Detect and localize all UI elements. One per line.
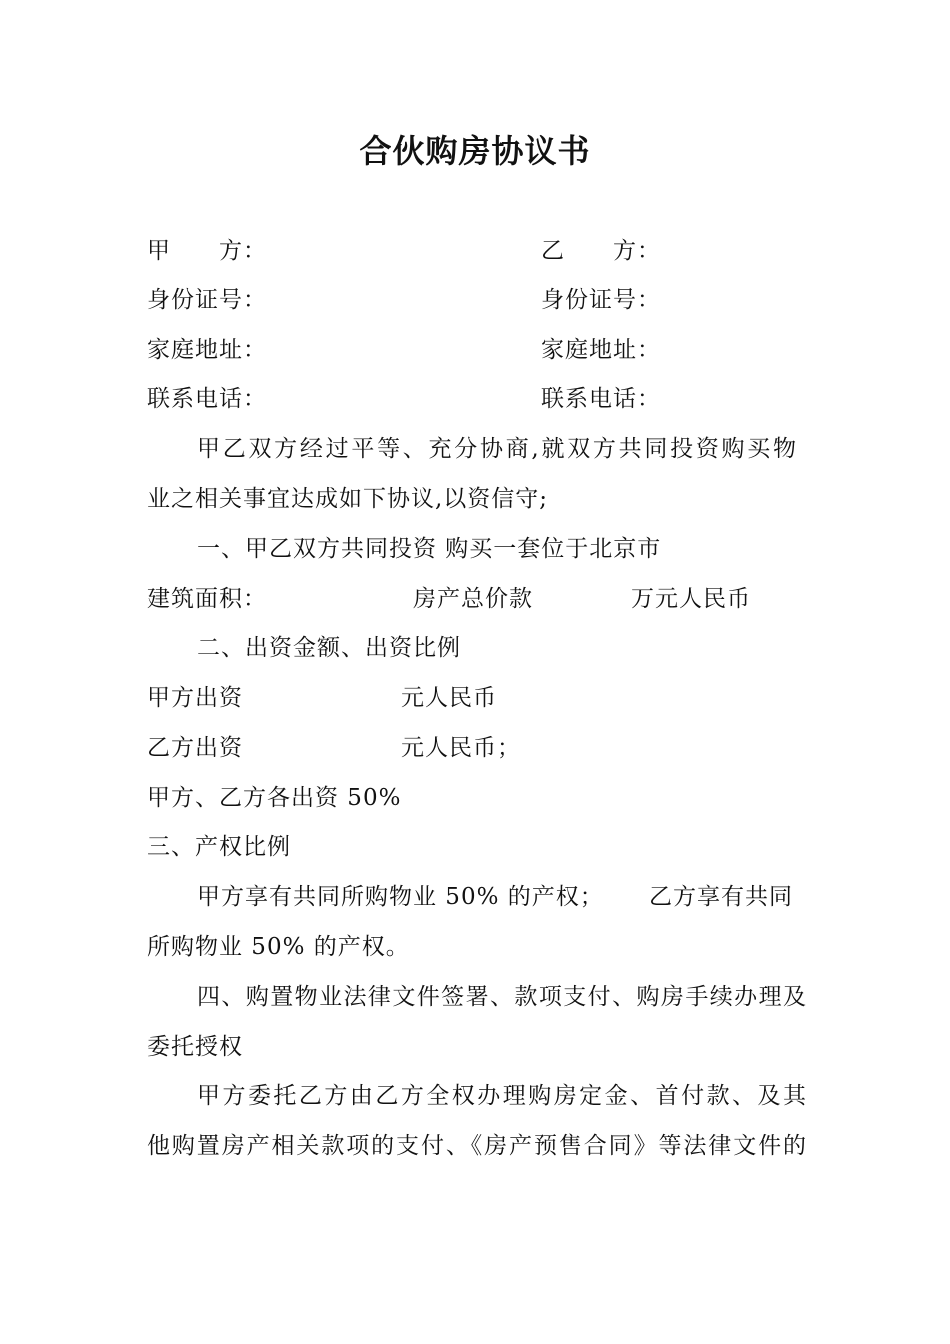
party-a-id-label: 身份证号： — [147, 287, 267, 313]
section-4-body-line-2: 他购置房产相关款项的支付、《房产预售合同》等法律文件的 — [147, 1133, 807, 1159]
party-a-name-label: 甲 方： — [147, 238, 267, 264]
party-b-address-label: 家庭地址： — [541, 337, 661, 363]
section-2-title: 二、出资金额、出资比例 — [197, 635, 461, 661]
section-3-line-1b: 乙方享有共同 — [649, 884, 793, 910]
section-2-party-b-label: 乙方出资 — [147, 735, 243, 761]
section-2-party-a-unit: 元人民币 — [401, 685, 497, 711]
section-3-line-2: 所购物业 50% 的产权。 — [147, 934, 410, 960]
section-1-title: 一、甲乙双方共同投资 购买一套位于北京市 — [197, 536, 662, 562]
section-2-party-b-unit: 元人民币； — [401, 735, 521, 761]
section-2-ratio: 甲方、乙方各出资 50% — [147, 785, 402, 811]
section-3-title: 三、产权比例 — [147, 834, 291, 860]
section-2-party-a-label: 甲方出资 — [147, 685, 243, 711]
section-4-title-line-2: 委托授权 — [147, 1034, 243, 1060]
party-b-phone-label: 联系电话： — [541, 386, 661, 412]
section-3-line-1a: 甲方享有共同所购物业 50% 的产权； — [197, 884, 604, 910]
section-4-title-line-1: 四、购置物业法律文件签署、款项支付、购房手续办理及 — [197, 984, 807, 1010]
intro-line-1: 甲乙双方经过平等、充分协商,就双方共同投资购买物 — [197, 436, 797, 462]
section-1-area-label: 建筑面积： — [147, 586, 267, 612]
party-b-id-label: 身份证号： — [541, 287, 661, 313]
section-1-price-label: 房产总价款 — [413, 586, 533, 612]
party-b-name-label: 乙 方： — [541, 238, 661, 264]
section-1-price-unit: 万元人民币 — [631, 586, 751, 612]
party-a-phone-label: 联系电话： — [147, 386, 267, 412]
intro-line-2: 业之相关事宜达成如下协议,以资信守; — [147, 486, 549, 512]
party-a-address-label: 家庭地址： — [147, 337, 267, 363]
section-4-body-line-1: 甲方委托乙方由乙方全权办理购房定金、首付款、及其 — [197, 1083, 807, 1109]
document-title: 合伙购房协议书 — [359, 132, 591, 170]
